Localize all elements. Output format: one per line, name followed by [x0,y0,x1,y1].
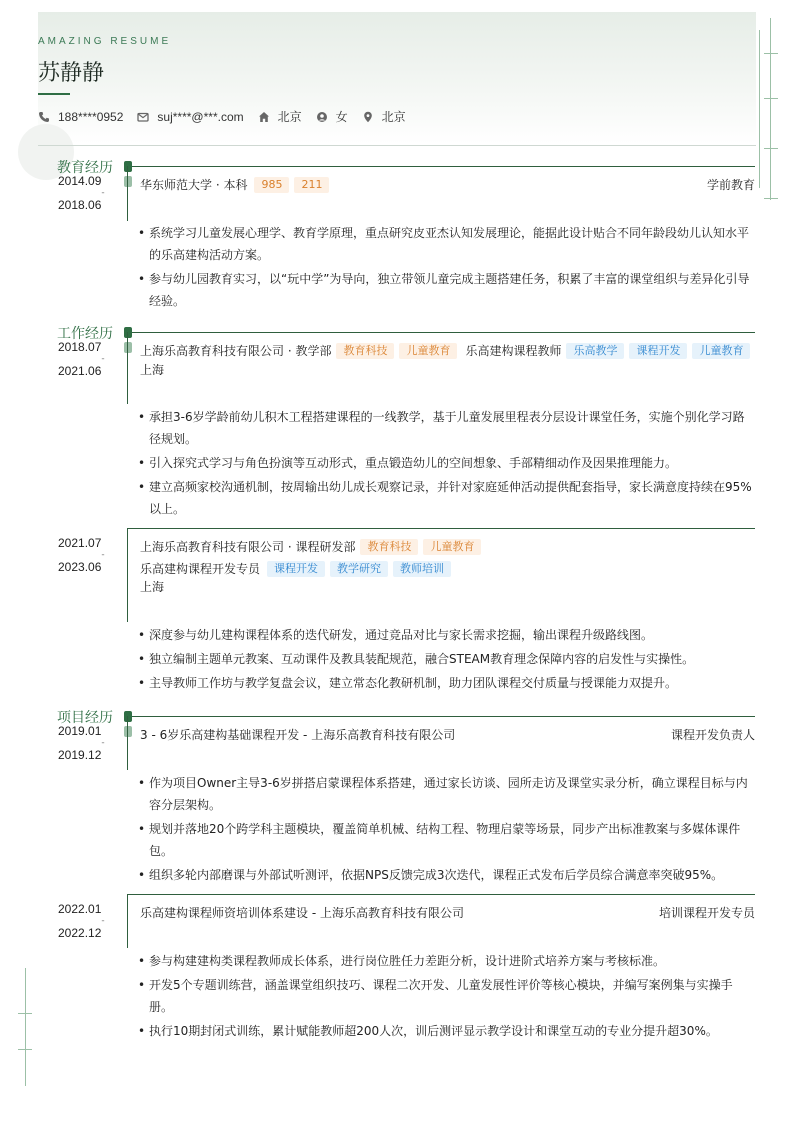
entry-divider [127,528,755,529]
decorative-tick [764,198,778,199]
section-divider [128,716,755,717]
date-separator: - [101,354,105,364]
phone-icon [38,111,50,123]
bullet-item: • 参与幼儿园教育实习，以“玩中学”为导向，独立带领儿童完成主题搭建任务，积累了丰富的课堂组织与差异化引导经验。 [138,268,754,312]
section-marker [124,327,132,338]
date-separator: - [101,916,105,926]
contact-location-text: 北京 [381,110,406,124]
tag: 教育科技 [360,539,418,555]
contact-email [137,110,243,124]
contact-phone [38,110,123,124]
entry-marker [124,726,132,737]
section-marker [124,161,132,172]
education-row [140,176,329,193]
entry-timeline [127,716,128,770]
start-date: 2014.09 [58,174,102,188]
decorative-tick [764,148,778,149]
bullet-item: • 组织多轮内部磨课与外部试听测评，依据NPS反馈完成3次迭代，课程正式发布后学员综合满意率突破95%。 [138,864,754,886]
end-date: 2021.06 [58,364,102,378]
bullet-list [138,772,754,888]
bullet-item: • 承担3-6岁学龄前幼儿积木工程搭建课程的一线教学，基于儿童发展里程表分层设计课堂任务，实施个别化学习路径规划。 [138,406,754,450]
bullet-item: • 独立编制主题单元教案、互动课件及教具装配规范，融合STEAM教育理念保障内容的启发性与实操性。 [138,648,754,670]
city-text: 上海 [140,580,165,594]
bullet-item: • 开发5个专题训练营，涵盖课堂组织技巧、课程二次开发、儿童发展性评价等核心模块，并编写案例集与实操手册。 [138,974,754,1018]
start-date: 2021.07 [58,536,102,550]
bullet-item: • 建立高频家校沟通机制，按周输出幼儿成长观察记录，并针对家庭延伸活动提供配套指导，家长满意度持续在95%以上。 [138,476,754,520]
entry-marker [124,342,132,353]
major: 学前教育 [706,178,755,192]
job-row [140,538,481,555]
decorative-line [759,30,760,188]
contact-gender-text: 女 [335,110,348,124]
contact-email-text: suj****@***.com [157,109,244,124]
entry-timeline [127,166,128,221]
bullet-item: • 执行10期封闭式训练，累计赋能教师超200人次，训后测评显示教学设计和课堂互动的专业分提升超30%。 [138,1020,754,1042]
home-icon [258,111,270,123]
bullet-item: • 规划并落地20个跨学科主题模块，覆盖简单机械、结构工程、物理启蒙等场景，同步产出标准教案与多媒体课件包。 [138,818,754,862]
bullet-list [138,624,754,696]
decorative-tick [764,98,778,99]
school-name: 华东师范大学 · 本科 [140,178,248,192]
date-separator: - [101,738,105,748]
section-title-work: 工作经历 [57,326,113,342]
job-role-row [140,560,451,577]
project-row [140,904,464,921]
job-row [140,342,750,359]
date-separator: - [101,550,105,560]
tag: 课程开发 [267,561,325,577]
company-name: 上海乐高教育科技有限公司 · 教学部 [140,344,332,358]
project-role: 培训课程开发专员 [658,906,755,920]
bullet-item: • 主导教师工作坊与教学复盘会议，建立常态化教研机制，助力团队课程交付质量与授课能力双提升。 [138,672,754,694]
job-city [140,361,164,378]
contact-gender [316,108,348,125]
bullet-item: • 参与构建建构类课程教师成长体系，进行岗位胜任力差距分析，设计进阶式培养方案与考核标准。 [138,950,754,972]
name-underline [38,93,70,95]
entry-timeline [127,894,128,948]
bullet-list [138,406,754,522]
tag: 985 [254,177,289,193]
tag: 教师培训 [393,561,451,577]
bullet-item: • 引入探究式学习与角色扮演等互动形式，重点锻造幼儿的空间想象、手部精细动作及因果推理能力。 [138,452,754,474]
bullet-list [138,950,754,1044]
header-divider [38,145,756,146]
contact-home [258,108,302,125]
entry-timeline [127,528,128,622]
project-name: 3 - 6岁乐高建构基础课程开发 - 上海乐高教育科技有限公司 [140,728,456,742]
mail-icon [137,111,149,123]
end-date: 2023.06 [58,560,102,574]
start-date: 2018.07 [58,340,102,354]
tag: 课程开发 [629,343,687,359]
section-divider [128,166,755,167]
tag: 儿童教育 [423,539,481,555]
brand-label: AMAZING RESUME [38,36,172,47]
job-role: 乐高建构课程开发专员 [140,562,261,576]
entry-divider [127,894,755,895]
bullet-item: • 作为项目Owner主导3-6岁拼搭启蒙课程体系搭建，通过家长访谈、园所走访及课堂实录分析，确立课程目标与内容分层架构。 [138,772,754,816]
gender-icon [316,111,328,123]
decorative-tick [18,1013,32,1014]
bullet-list [138,222,754,314]
candidate-name: 苏静静 [38,61,105,86]
project-row [140,726,455,743]
job-city [140,578,164,595]
tag: 乐高教学 [566,343,624,359]
contact-home-text: 北京 [277,110,302,124]
decorative-line [25,968,26,1086]
start-date: 2019.01 [58,724,102,738]
contact-phone-text: 188****0952 [58,109,124,124]
tag: 儿童教育 [399,343,457,359]
section-title-education: 教育经历 [57,160,113,176]
tag: 儿童教育 [692,343,750,359]
decorative-tick [18,1049,32,1050]
job-role: 乐高建构课程教师 [465,344,562,358]
entry-marker [124,176,132,187]
tag: 教学研究 [330,561,388,577]
entry-timeline [127,332,128,404]
tag: 211 [294,177,329,193]
location-icon [362,111,374,123]
decorative-tick [764,53,778,54]
contact-location [362,108,406,125]
project-role: 课程开发负责人 [670,728,755,742]
section-divider [128,332,755,333]
company-name: 上海乐高教育科技有限公司 · 课程研发部 [140,540,356,554]
bullet-item: • 系统学习儿童发展心理学、教育学原理，重点研究皮亚杰认知发展理论，能据此设计贴合不同年龄段幼儿认知水平的乐高建构活动方案。 [138,222,754,266]
section-marker [124,711,132,722]
project-name: 乐高建构课程师资培训体系建设 - 上海乐高教育科技有限公司 [140,906,464,920]
start-date: 2022.01 [58,902,102,916]
city-text: 上海 [140,363,165,377]
section-title-projects: 项目经历 [57,710,113,726]
decorative-line [770,18,771,200]
bullet-item: • 深度参与幼儿建构课程体系的迭代研发，通过竞品对比与家长需求挖掘，输出课程升级路线图。 [138,624,754,646]
end-date: 2019.12 [58,748,102,762]
tag: 教育科技 [336,343,394,359]
contact-bar [38,108,420,125]
end-date: 2018.06 [58,198,102,212]
date-separator: - [101,188,105,198]
end-date: 2022.12 [58,926,102,940]
